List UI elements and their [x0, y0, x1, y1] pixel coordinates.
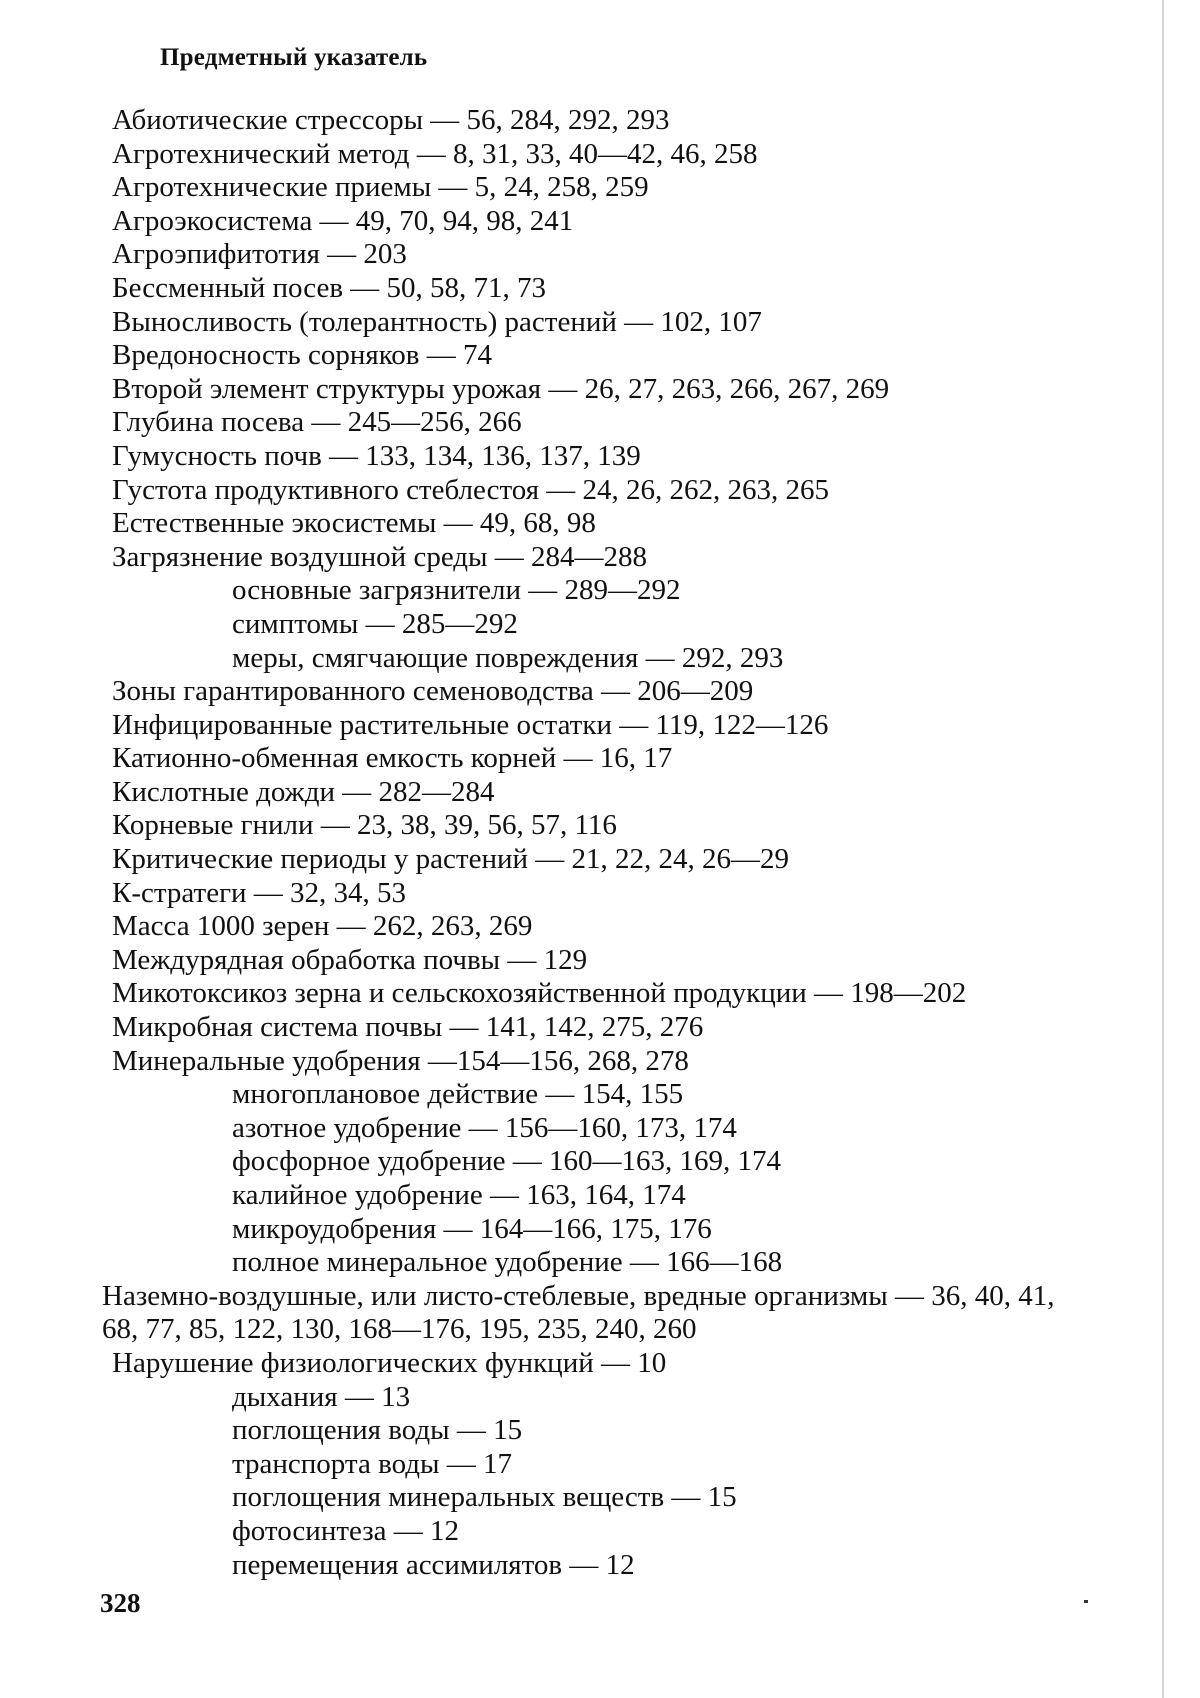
index-subentry: фосфорное удобрение — 160—163, 169, 174 — [232, 1145, 781, 1178]
index-subentry: фотосинтеза — 12 — [232, 1514, 460, 1547]
index-subentry: дыхания — 13 — [232, 1380, 411, 1413]
index-entry: Агроэкосистема — 49, 70, 94, 98, 241 — [112, 204, 574, 237]
index-entry: Кислотные дожди — 282—284 — [112, 775, 495, 808]
index-entry: Нарушение физиологических функций — 10 — [112, 1346, 667, 1379]
index-subentry: меры, смягчающие повреждения — 292, 293 — [232, 641, 784, 674]
index-entry: Микробная система почвы — 141, 142, 275, 276 — [112, 1011, 704, 1044]
index-subentry: транспорта воды — 17 — [232, 1447, 512, 1480]
index-entry: Междурядная обработка почвы — 129 — [112, 943, 588, 976]
page-number: 328 — [100, 1588, 141, 1618]
index-entry: К-стратеги — 32, 34, 53 — [112, 876, 406, 909]
index-entry: Выносливость (толерантность) растений — 102, 107 — [112, 305, 762, 338]
index-subentry: поглощения воды — 15 — [232, 1414, 523, 1447]
index-entry: Критические периоды у растений — 21, 22, 24, 26—29 — [112, 843, 789, 876]
index-subentry: основные загрязнители — 289—292 — [232, 574, 681, 607]
index-entry: Агроэпифитотия — 203 — [112, 238, 407, 271]
index-subentry: симптомы — 285—292 — [232, 607, 518, 640]
index-entry: Густота продуктивного стеблестоя — 24, 26, 262, 263, 265 — [112, 473, 830, 506]
index-entry: Инфицированные растительные остатки — 119, 122—126 — [112, 708, 829, 741]
index-entry: Катионно-обменная емкость корней — 16, 17 — [112, 742, 673, 775]
index-entry: Второй элемент структуры урожая — 26, 27, 263, 266, 267, 269 — [112, 372, 890, 405]
page-edge-line — [1162, 0, 1164, 1698]
index-entry: Минеральные удобрения —154—156, 268, 278 — [112, 1044, 689, 1077]
index-subentry: полное минеральное удобрение — 166—168 — [232, 1246, 783, 1279]
index-subentry: калийное удобрение — 163, 164, 174 — [232, 1179, 686, 1211]
index-entry: Микотоксикоз зерна и сельскохозяйственной продукции — 198—202 — [112, 977, 967, 1010]
index-subentry: азотное удобрение — 156—160, 173, 174 — [232, 1111, 737, 1144]
index-entry: Агротехнический метод — 8, 31, 33, 40—42, 46, 258 — [112, 137, 758, 170]
index-entry: Зоны гарантированного семеноводства — 206—209 — [112, 675, 754, 708]
index-entry: Масса 1000 зерен — 262, 263, 269 — [112, 910, 533, 943]
index-entry: Вредоносность сорняков — 74 — [112, 339, 493, 372]
index-entry: Загрязнение воздушной среды — 284—288 — [112, 540, 648, 573]
index-entry: Гумусность почв — 133, 134, 136, 137, 139 — [112, 439, 641, 472]
print-speck — [1084, 1600, 1088, 1603]
index-subentry: многоплановое действие — 154, 155 — [232, 1078, 684, 1111]
index-entry-list — [0, 104, 1140, 1582]
index-entry: Наземно-воздушные, или листо-стеблевые, вредные организмы — 36, 40, 41, 68, 77, 85, 122, 130, 168—176, 195, 235, 240, 260 — [102, 1279, 1055, 1346]
index-entry: Глубина посева — 245—256, 266 — [112, 406, 522, 439]
running-header: Предметный указатель — [160, 44, 428, 71]
index-subentry: микроудобрения — 164—166, 175, 176 — [232, 1212, 712, 1245]
index-entry: Естественные экосистемы — 49, 68, 98 — [112, 507, 596, 540]
index-subentry: перемещения ассимилятов — 12 — [232, 1548, 635, 1581]
index-entry: Корневые гнили — 23, 38, 39, 56, 57, 116 — [112, 809, 617, 842]
index-subentry: поглощения минеральных веществ — 15 — [232, 1481, 737, 1514]
index-entry: Абиотические стрессоры — 56, 284, 292, 293 — [112, 104, 670, 136]
index-entry: Агротехнические приемы — 5, 24, 258, 259 — [112, 171, 649, 204]
index-entry: Бессменный посев — 50, 58, 71, 73 — [112, 271, 547, 304]
